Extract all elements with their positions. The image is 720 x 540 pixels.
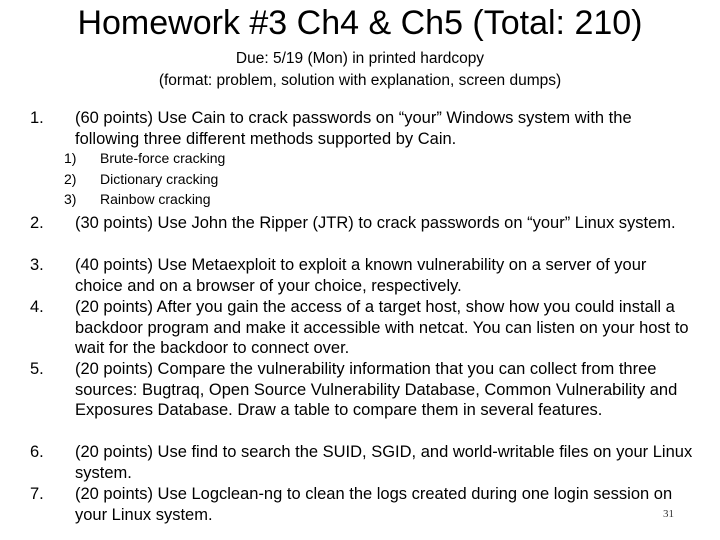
item-number: 1. xyxy=(30,109,44,127)
item-text: (20 points) After you gain the access of a target host, show how you could install a backdoor program and make it accessible with netcat. You can listen on your host to wait for the backdoor to connect over. xyxy=(75,298,689,357)
item-number: 5. xyxy=(30,360,44,378)
due-date: Due: 5/19 (Mon) in printed hardcopy xyxy=(235,50,485,67)
item-number: 7. xyxy=(30,485,44,503)
sub-item-number: 1) xyxy=(64,150,77,166)
item-number: 4. xyxy=(30,298,44,316)
sub-item-text: Brute-force cracking xyxy=(100,150,226,166)
item-text: (60 points) Use Cain to crack passwords on “your” Windows system with the following three different methods supported by Cain. xyxy=(75,109,632,148)
sub-item-text: Rainbow cracking xyxy=(100,191,211,207)
item-number: 2. xyxy=(30,214,44,232)
format-note: (format: problem, solution with explanation, screen dumps) xyxy=(158,72,562,89)
item-text: (20 points) Use Logclean-ng to clean the logs created during one login session on your Linux system. xyxy=(75,485,673,524)
item-text: (20 points) Use find to search the SUID, SGID, and world-writable files on your Linux system. xyxy=(75,443,693,482)
page-title: Homework #3 Ch4 & Ch5 (Total: 210) xyxy=(77,4,643,42)
item-text: (30 points) Use John the Ripper (JTR) to crack passwords on “your” Linux system. xyxy=(75,214,676,232)
sub-item-number: 3) xyxy=(64,191,77,207)
item-number: 3. xyxy=(30,256,44,274)
item-text: (40 points) Use Metaexploit to exploit a known vulnerability on a server of your choice and on a browser of your choice, respectively. xyxy=(75,256,647,295)
sub-item-text: Dictionary cracking xyxy=(100,171,219,187)
page-number: 31 xyxy=(663,508,674,520)
item-text: (20 points) Compare the vulnerability information that you can collect from three sources: Bugtraq, Open Source Vulnerability Database, Common Vulnerability and Exposures Database. Draw a table to compare them in several features. xyxy=(75,360,678,419)
sub-item-number: 2) xyxy=(64,171,77,187)
item-number: 6. xyxy=(30,443,44,461)
